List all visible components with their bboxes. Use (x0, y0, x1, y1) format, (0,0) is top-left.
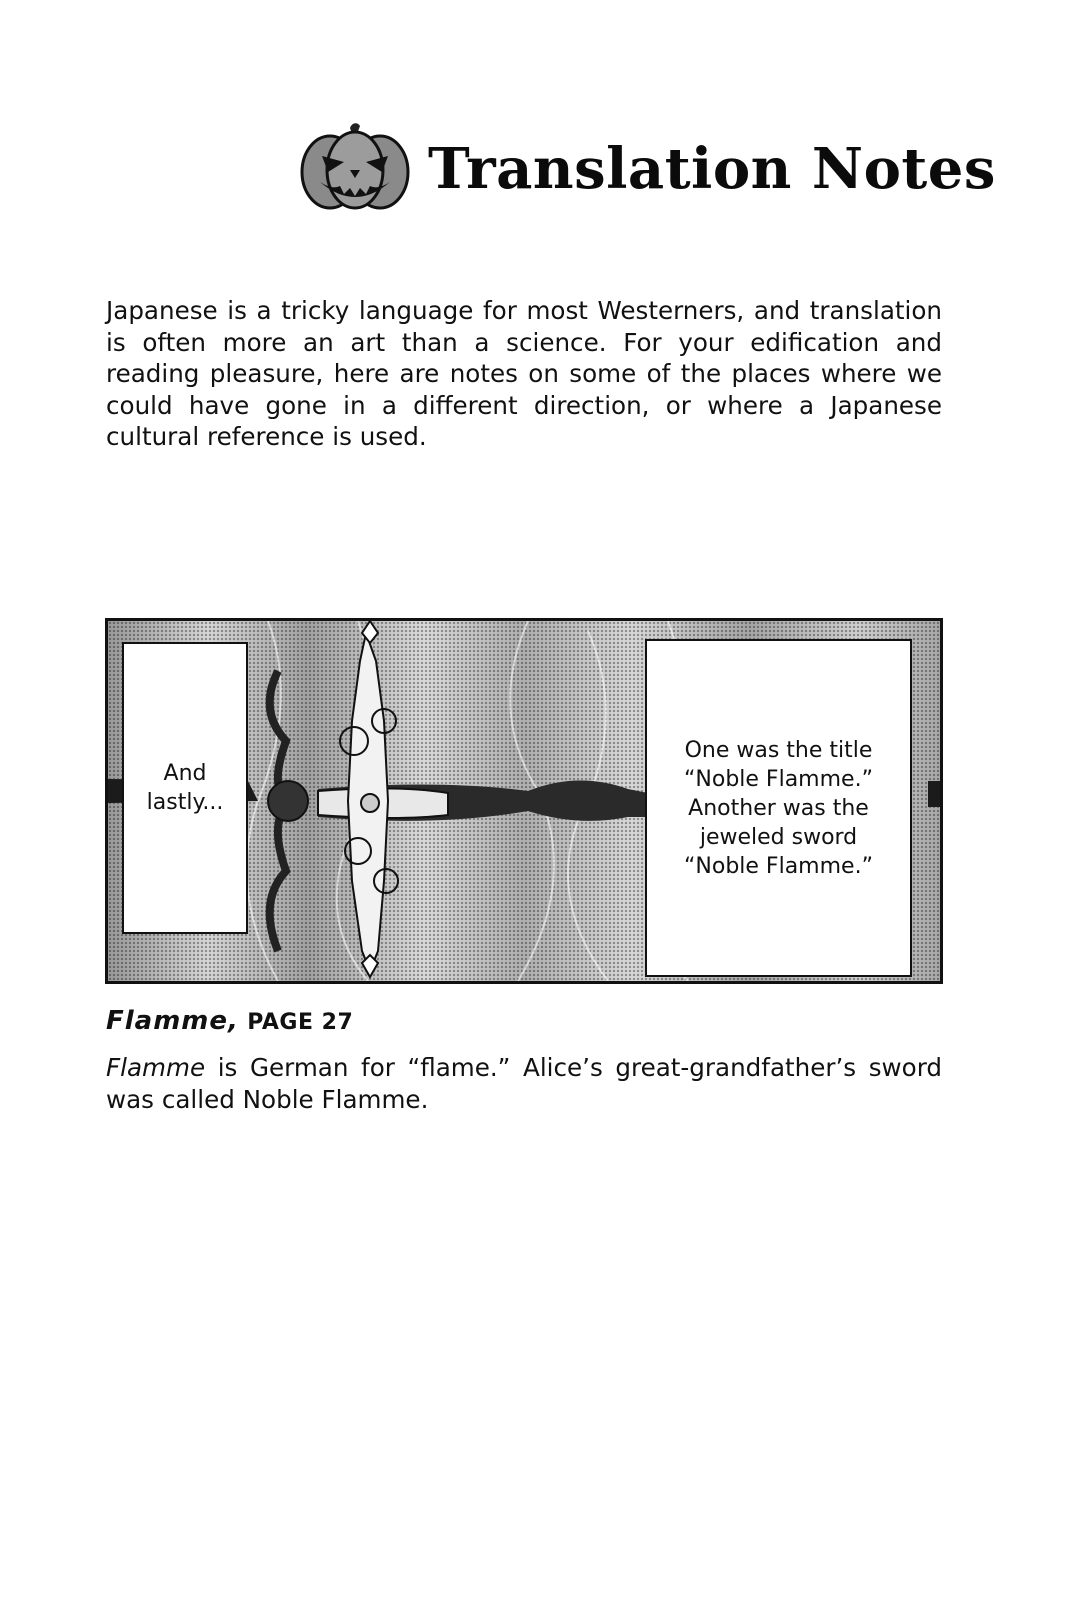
note-body (106, 1052, 942, 1116)
caption-box-right: One was the title “Noble Flamme.” Another was the jeweled sword “Noble Flamme.” (645, 639, 912, 977)
pumpkin-icon (300, 120, 410, 212)
manga-panel (105, 618, 943, 984)
note-heading (106, 1006, 353, 1036)
note-page-label: PAGE 27 (247, 1010, 354, 1035)
note-body-term: Flamme (106, 1053, 206, 1082)
page-title: Translation Notes (428, 136, 996, 202)
intro-paragraph: Japanese is a tricky language for most Westerners, and translation is often more an art than a science. For your edification and reading pleasure, here are notes on some of the places where we could have gone in a different direction, or where a Japanese cultural reference is used. (106, 296, 942, 451)
note-term: Flamme, (106, 1006, 239, 1036)
page-header (300, 120, 996, 216)
note-body-text: is German for “flame.” Alice’s great-grandfather’s sword was called Noble Flamme. (106, 1053, 942, 1114)
caption-box-left: And lastly... (122, 642, 248, 934)
